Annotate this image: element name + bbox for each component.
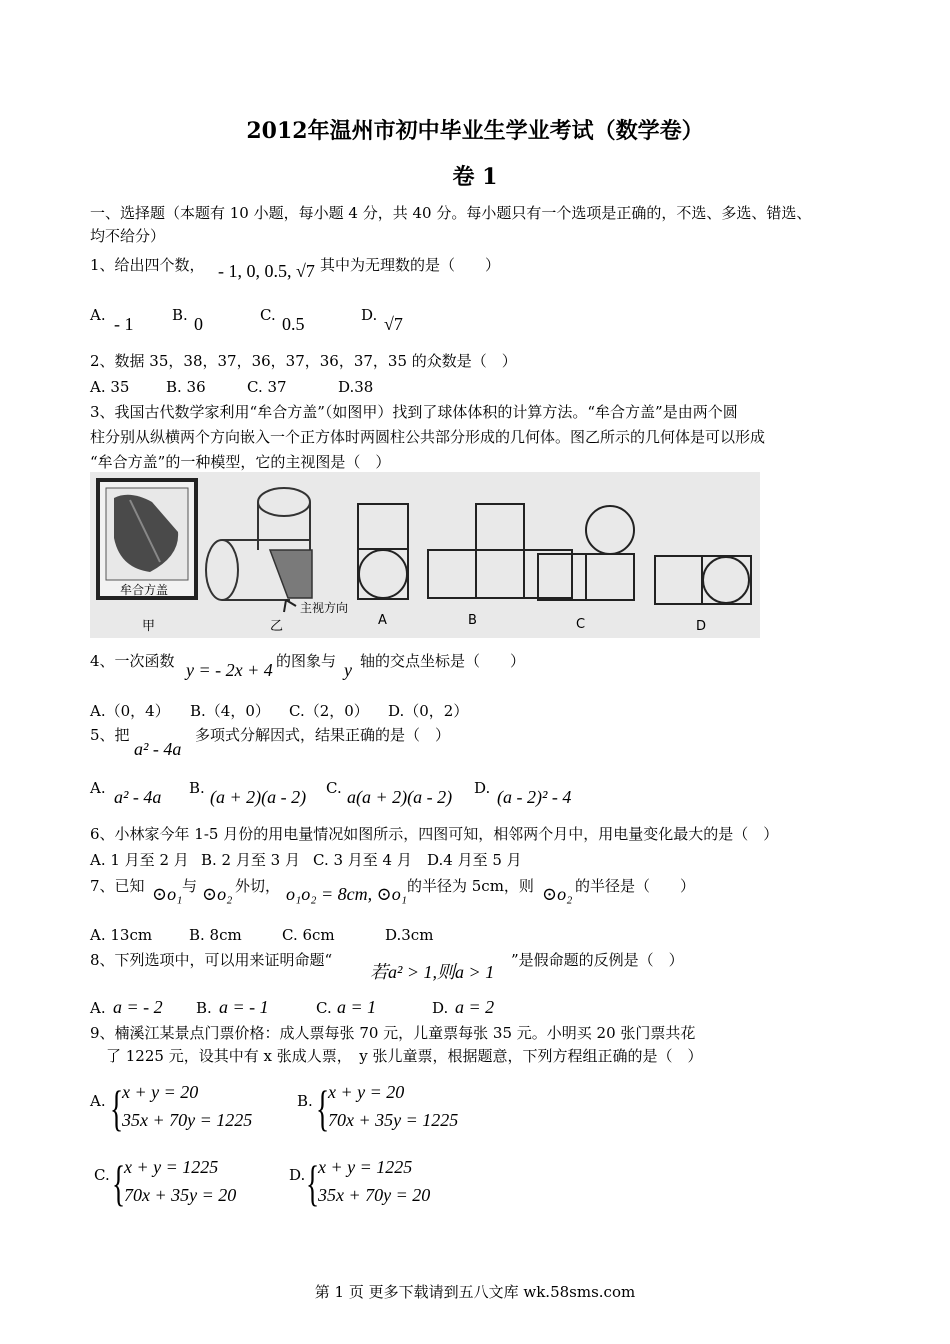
figure-svg — [90, 472, 760, 638]
q7-circle-o1: ⊙o₁ — [152, 884, 183, 904]
q1-option-a-label: A. — [90, 306, 106, 324]
q9-option-c-label: C. — [94, 1166, 110, 1184]
q4-stem-c: 轴的交点坐标是（ ） — [360, 652, 526, 670]
option-a-circle — [359, 550, 407, 598]
stamp-text: 牟合方盖 — [120, 583, 169, 597]
q8-math: 若a² > 1,则a > 1 — [370, 962, 495, 982]
section-header-line2: 均不给分） — [90, 227, 166, 245]
q7-stem-d: 的半径为 5cm，则 — [407, 877, 534, 895]
q6-option-b: B. 2 月至 3 月 — [201, 851, 300, 869]
q5-stem-b: 多项式分解因式，结果正确的是（ ） — [195, 726, 451, 744]
q2-option-d: D.38 — [338, 378, 374, 396]
q7-option-d: D.3cm — [385, 926, 434, 944]
q8-stem-a: 8、下列选项中，可以用来证明命题“ — [90, 951, 333, 969]
q8-option-a-label: A. — [90, 999, 106, 1017]
q9-option-a-system — [110, 1080, 290, 1140]
q7-option-c: C. 6cm — [282, 926, 335, 944]
brace-icon: { — [306, 1155, 320, 1211]
q8-option-b-label: B. — [196, 999, 212, 1017]
q3-line2: 柱分别从纵横两个方向嵌入一个正方体时两圆柱公共部分形成的几何体。图乙所示的几何体是可以形成 — [90, 428, 766, 446]
q6-option-a: A. 1 月至 2 月 — [90, 851, 189, 869]
q8-option-a-value: a = - 2 — [113, 997, 163, 1017]
option-b-base — [428, 550, 572, 598]
q4-math: y = - 2x + 4 — [186, 660, 273, 680]
q5-option-a-value: a² - 4a — [114, 787, 162, 807]
q2-stem: 2、数据 35，38，37，36，37，36，37，35 的众数是（ ） — [90, 352, 517, 370]
option-c-circle — [586, 506, 634, 554]
q1-stem-a: 1、给出四个数， — [90, 256, 205, 274]
label-a: A — [378, 613, 387, 628]
mouhe-fanggai-figure — [90, 472, 760, 638]
q2-option-c: C. 37 — [247, 378, 287, 396]
q7-stem-b: 与 — [182, 877, 198, 895]
q5-option-c-value: a(a + 2)(a - 2) — [347, 787, 453, 807]
paper-subtitle: 卷 1 — [452, 164, 498, 190]
direction-arrow — [284, 600, 296, 612]
q9-option-b-label: B. — [297, 1092, 313, 1110]
q9-option-b-eq1: x + y = 20 — [328, 1082, 405, 1102]
q4-var-y: y — [344, 660, 352, 680]
q7-math: o₁o₂ = 8cm, ⊙o₁ — [286, 884, 407, 904]
option-d-circle — [703, 557, 749, 603]
q9-option-a-label: A. — [90, 1092, 106, 1110]
q5-option-b-value: (a + 2)(a - 2) — [210, 787, 307, 807]
q2-option-a: A. 35 — [90, 378, 130, 396]
q3-line3: “牟合方盖”的一种模型，它的主视图是（ ） — [90, 453, 391, 471]
brace-icon: { — [110, 1080, 124, 1136]
q8-option-b-value: a = - 1 — [219, 997, 269, 1017]
q1-option-a-value: - 1 — [114, 314, 134, 334]
q5-math: a² - 4a — [134, 739, 182, 759]
q1-option-b-label: B. — [172, 306, 188, 324]
q6-option-d: D.4 月至 5 月 — [427, 851, 522, 869]
q4-stem-b: 的图象与 — [276, 652, 337, 670]
q9-option-d-eq1: x + y = 1225 — [318, 1157, 413, 1177]
q7-option-b: B. 8cm — [189, 926, 242, 944]
label-jia: 甲 — [142, 619, 156, 634]
q7-stem-a: 7、已知 — [90, 877, 145, 895]
q8-option-d-value: a = 2 — [455, 997, 495, 1017]
q1-option-d-label: D. — [361, 306, 378, 324]
q1-option-c-label: C. — [260, 306, 276, 324]
q5-option-d-value: (a - 2)² - 4 — [497, 787, 572, 807]
q9-option-b-eq2: 70x + 35y = 1225 — [328, 1110, 459, 1130]
q9-option-c-system — [112, 1155, 292, 1215]
q6-option-c: C. 3 月至 4 月 — [313, 851, 412, 869]
q8-stem-b: ”是假命题的反例是（ ） — [511, 951, 684, 969]
q4-option-d: D.（0，2） — [388, 702, 469, 720]
q4-option-a: A.（0，4） — [90, 702, 170, 720]
q7-stem-c: 外切， — [235, 877, 281, 895]
q7-option-a: A. 13cm — [90, 926, 153, 944]
q3-line1: 3、我国古代数学家利用“牟合方盖”（如图甲）找到了球体体积的计算方法。“牟合方盖”是由两个圆 — [90, 403, 738, 421]
label-yi: 乙 — [270, 619, 284, 634]
q1-option-c-value: 0.5 — [282, 314, 305, 334]
q9-option-c-eq1: x + y = 1225 — [124, 1157, 219, 1177]
cylinder-top-ellipse — [258, 488, 310, 516]
section-header-line1: 一、选择题（本题有 10 小题，每小题 4 分，共 40 分。每小题只有一个选项是正确的，不选、多选、错选、 — [90, 204, 812, 222]
q5-option-a-label: A. — [90, 779, 106, 797]
q8-option-c-value: a = 1 — [337, 997, 377, 1017]
label-d: D — [696, 619, 707, 634]
q8-option-d-label: D. — [432, 999, 449, 1017]
option-b-top-square — [476, 504, 524, 550]
label-b: B — [468, 613, 477, 628]
q8-option-c-label: C. — [316, 999, 332, 1017]
brace-icon: { — [316, 1080, 330, 1136]
q4-option-c: C.（2，0） — [289, 702, 369, 720]
q1-option-b-value: 0 — [194, 314, 203, 334]
q1-stem-b: 其中为无理数的是（ ） — [320, 256, 501, 274]
q1-math: - 1, 0, 0.5, √7 — [218, 261, 315, 281]
option-a-top-square — [358, 504, 408, 549]
q9-option-b-system — [316, 1080, 496, 1140]
direction-text: 主视方向 — [300, 601, 349, 615]
q7-circle-o2: ⊙o₂ — [202, 884, 233, 904]
q9-option-d-system — [306, 1155, 486, 1215]
cube-block — [270, 550, 312, 598]
cylinder-end-ellipse — [206, 540, 238, 600]
q4-stem-a: 4、一次函数 — [90, 652, 175, 670]
q5-stem-a: 5、把 — [90, 726, 130, 744]
q9-line1: 9、楠溪江某景点门票价格：成人票每张 70 元，儿童票每张 35 元。小明买 20 张门票共花 — [90, 1024, 696, 1042]
label-c: C — [576, 617, 586, 632]
q9-option-a-eq2: 35x + 70y = 1225 — [122, 1110, 253, 1130]
option-b-dividers — [476, 550, 524, 598]
vertical-cylinder — [258, 502, 310, 550]
q7-stem-e: 的半径是（ ） — [575, 877, 696, 895]
q9-line2: 了 1225 元，设其中有 x 张成人票， y 张儿童票，根据题意，下列方程组正确的是（ ） — [106, 1047, 703, 1065]
q2-option-b: B. 36 — [166, 378, 206, 396]
q9-option-d-label: D. — [289, 1166, 306, 1184]
q9-option-d-eq2: 35x + 70y = 20 — [318, 1185, 431, 1205]
brace-icon: { — [112, 1155, 126, 1211]
q4-option-b: B.（4，0） — [190, 702, 270, 720]
q5-option-b-label: B. — [189, 779, 205, 797]
page-title: 2012年温州市初中毕业生学业考试（数学卷） — [246, 118, 704, 144]
q1-option-d-value: √7 — [384, 314, 403, 334]
q5-option-c-label: C. — [326, 779, 342, 797]
q9-option-c-eq2: 70x + 35y = 20 — [124, 1185, 237, 1205]
q5-option-d-label: D. — [474, 779, 491, 797]
page-footer: 第 1 页 更多下载请到五八文库 wk.58sms.com — [314, 1283, 636, 1301]
q7-circle-o2-again: ⊙o₂ — [542, 884, 573, 904]
q6-stem: 6、小林家今年 1-5 月份的用电量情况如图所示，四图可知，相邻两个月中，用电量变化最大的是（ ） — [90, 825, 779, 843]
q9-option-a-eq1: x + y = 20 — [122, 1082, 199, 1102]
